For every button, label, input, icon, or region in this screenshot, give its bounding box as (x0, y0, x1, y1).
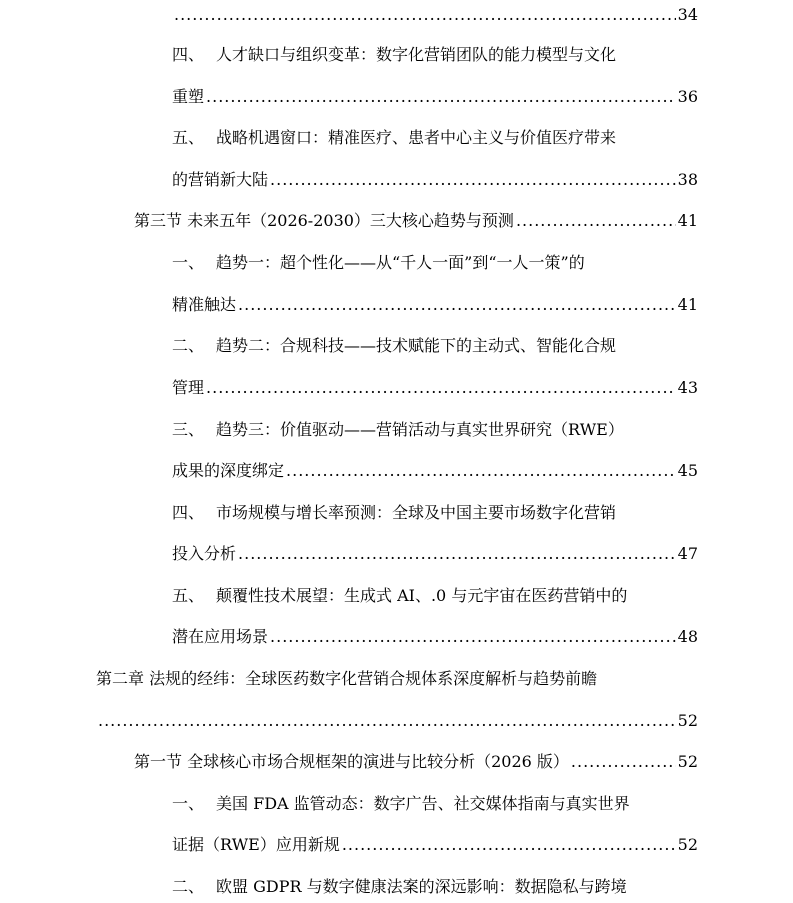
item-number: 二、 (172, 336, 205, 355)
leader-dots (174, 0, 676, 30)
toc-entry-section[interactable]: 第一节 全球核心市场合规框架的演进与比较分析（2026 版） ..... 52 (134, 747, 698, 777)
page-number: 34 (677, 5, 698, 24)
leader-dots (270, 622, 676, 652)
item-number: 一、 (172, 253, 205, 272)
leader-dots (516, 206, 676, 236)
toc-entry-continuation[interactable] (172, 0, 698, 30)
item-title: 人才缺口与组织变革：数字化营销团队的能力模型与文化 (216, 45, 617, 64)
leader-dots (238, 539, 676, 569)
toc-entry-item-cont[interactable]: 精准触达 ..... 41 (172, 290, 698, 320)
item-number: 三、 (172, 420, 205, 439)
item-title: 趋势三：价值驱动——营销活动与真实世界研究（RWE） (216, 420, 624, 439)
item-number: 五、 (172, 128, 205, 147)
item-title: 颠覆性技术展望：生成式 AI、.0 与元宇宙在医药营销中的 (216, 586, 628, 605)
toc-entry-section[interactable]: 第三节 未来五年（2026-2030）三大核心趋势与预测 ..... 41 (134, 206, 698, 236)
page-number: 52 (677, 752, 698, 771)
item-title: 趋势一：超个性化——从“千人一面”到“一人一策”的 (216, 253, 585, 272)
toc-entry-item-cont[interactable]: 成果的深度绑定 ..... 45 (172, 456, 698, 486)
leader-dots (98, 706, 676, 736)
leader-dots (206, 373, 676, 403)
chapter-title: 第二章 法规的经纬：全球医药数字化营销合规体系深度解析与趋势前瞻 (96, 669, 598, 688)
item-title: 战略机遇窗口：精准医疗、患者中心主义与价值医疗带来 (216, 128, 617, 147)
toc-entry-item[interactable] (172, 498, 698, 528)
page-number: 48 (677, 627, 698, 646)
toc-entry-item-cont[interactable]: 重塑 ..... 36 (172, 82, 698, 112)
page-number: 36 (677, 87, 698, 106)
item-number: 五、 (172, 586, 205, 605)
leader-dots (206, 82, 676, 112)
toc-entry-item-cont[interactable]: 投入分析 ..... 47 (172, 539, 698, 569)
page-number: 41 (677, 295, 698, 314)
page-number: 41 (677, 211, 698, 230)
page-number: 43 (677, 378, 698, 397)
item-title: 趋势二：合规科技——技术赋能下的主动式、智能化合规 (216, 336, 617, 355)
item-title: 欧盟 GDPR 与数字健康法案的深远影响：数据隐私与跨境 (216, 877, 627, 896)
leader-dots (270, 165, 676, 195)
toc-entry-item-cont[interactable]: 的营销新大陆 ..... 38 (172, 165, 698, 195)
toc-entry-item[interactable] (172, 40, 698, 70)
page-number: 52 (677, 835, 698, 854)
toc-entry-item[interactable] (172, 872, 698, 902)
item-number: 一、 (172, 794, 205, 813)
toc-entry-item[interactable] (172, 581, 698, 611)
item-number: 二、 (172, 877, 205, 896)
page-number: 52 (677, 711, 698, 730)
leader-dots (238, 290, 676, 320)
page-number: 45 (677, 461, 698, 480)
toc-entry-item[interactable] (172, 248, 698, 278)
toc-entry-chapter[interactable] (96, 664, 698, 694)
item-number: 四、 (172, 45, 205, 64)
page-number: 47 (677, 544, 698, 563)
leader-dots (286, 456, 676, 486)
toc-entry-item[interactable] (172, 123, 698, 153)
toc-entry-item-cont[interactable]: 证据（RWE）应用新规 ..... 52 (172, 830, 698, 860)
item-number: 四、 (172, 503, 205, 522)
toc-entry-item[interactable] (172, 331, 698, 361)
toc-entry-item-cont[interactable]: 潜在应用场景 ..... 48 (172, 622, 698, 652)
item-title: 市场规模与增长率预测：全球及中国主要市场数字化营销 (216, 503, 617, 522)
leader-dots (571, 747, 676, 777)
toc-entry-chapter-cont[interactable] (96, 706, 698, 736)
toc-entry-item[interactable] (172, 415, 698, 445)
leader-dots (342, 830, 676, 860)
item-title: 美国 FDA 监管动态：数字广告、社交媒体指南与真实世界 (216, 794, 630, 813)
page-number: 38 (677, 170, 698, 189)
toc-entry-item[interactable] (172, 789, 698, 819)
toc-entry-item-cont[interactable]: 管理 ..... 43 (172, 373, 698, 403)
